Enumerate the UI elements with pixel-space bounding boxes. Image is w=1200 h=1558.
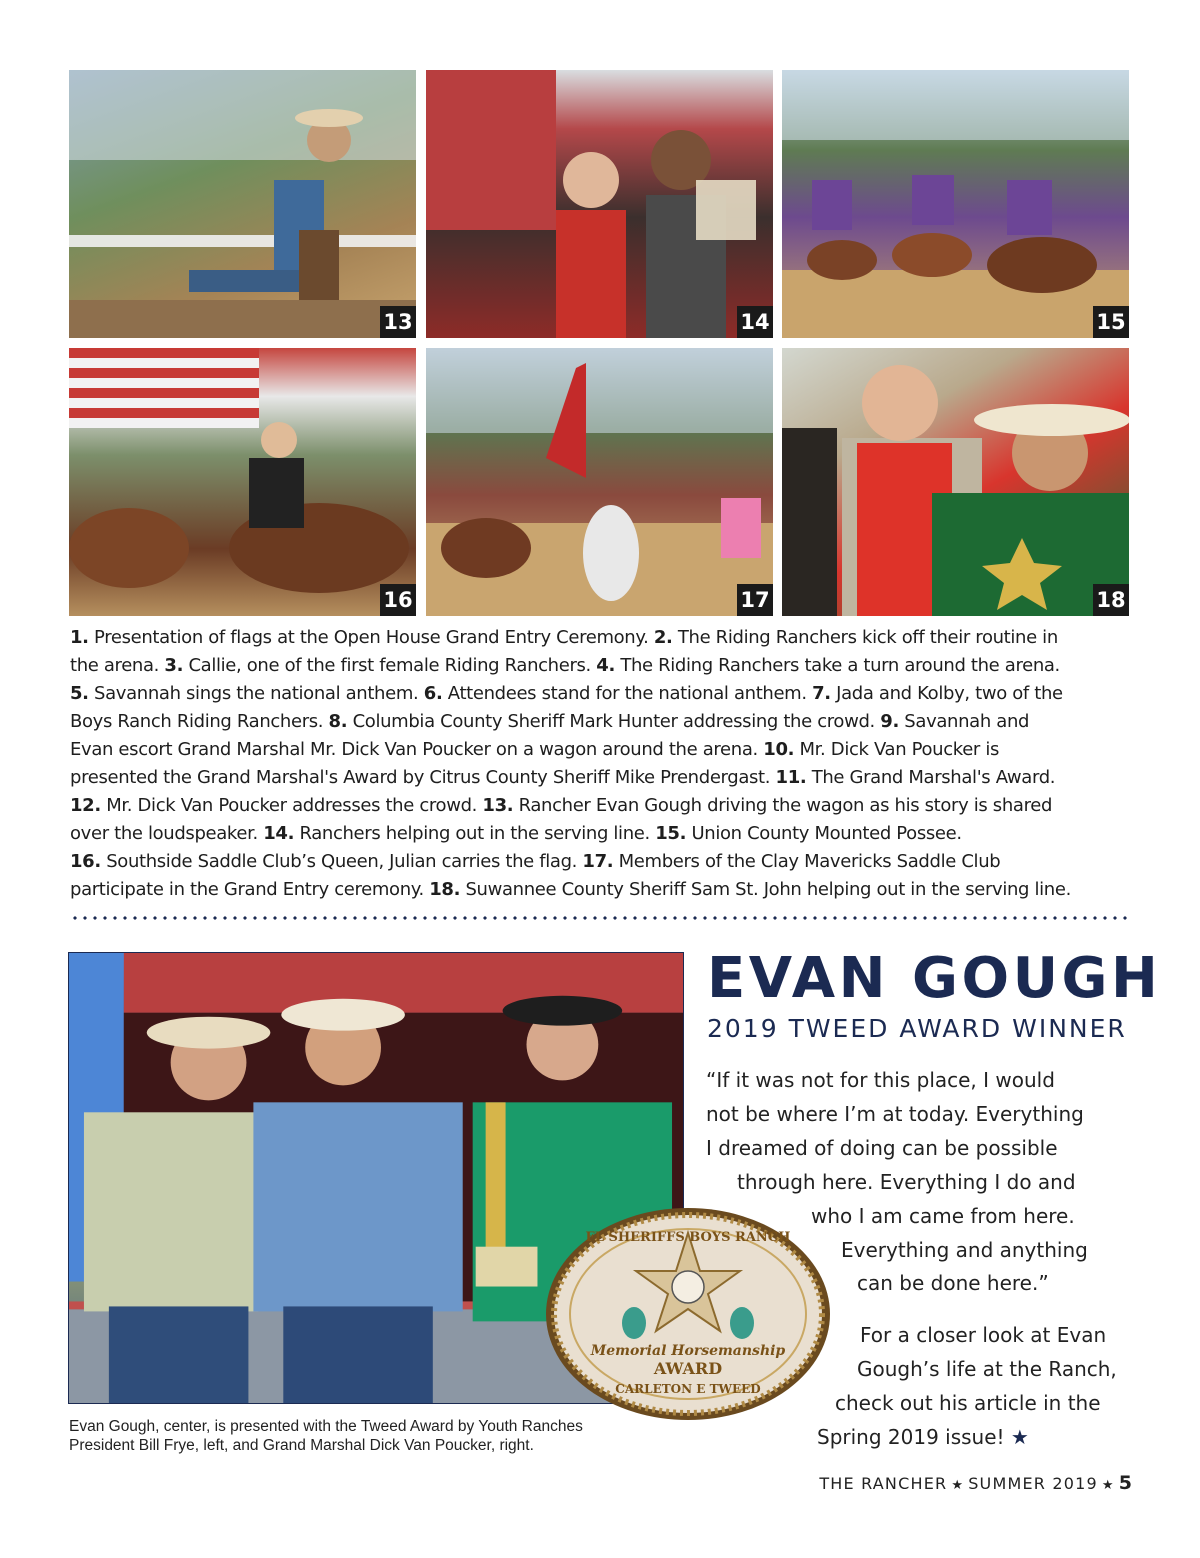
photo-16 [69,348,416,616]
photo-14 [426,70,773,338]
belt-buckle-award-icon [542,1203,834,1425]
photo-number-badge: 17 [737,584,773,616]
quote-line: who I am came from here. [811,1204,1075,1228]
photo-17 [426,348,773,616]
photo-18 [782,348,1129,616]
caption-line: 5. Savannah sings the national anthem. 6. Attendees stand for the national anthem. 7. Jada and Kolby, two of the [70,683,1063,704]
buckle-award-text: AWARD [653,1359,723,1378]
issue-name: SUMMER 2019 [968,1474,1098,1493]
quote-line: I dreamed of doing can be possible [706,1136,1058,1160]
buckle-bottom-text: CARLETON E TWEED [615,1382,761,1396]
photo-14-scene [426,70,773,338]
quote-line: through here. Everything I do and [737,1170,1076,1194]
caption-line: 16. Southside Saddle Club’s Queen, Julian carries the flag. 17. Members of the Clay Mavericks Saddle Club [70,851,1001,872]
cta-line: Gough’s life at the Ranch, [857,1357,1117,1381]
publication-name: THE RANCHER [819,1474,948,1493]
article-subtitle: 2019 TWEED AWARD WINNER [707,1014,1127,1043]
quote-line: “If it was not for this place, I would [706,1068,1055,1092]
caption-line: presented the Grand Marshal's Award by Citrus County Sheriff Mike Prendergast. 11. The Grand Marshal's Award. [70,767,1056,788]
article-title: EVAN GOUGH [707,946,1162,1011]
photo-number-badge: 18 [1093,584,1129,616]
dotted-divider [70,916,1132,920]
star-icon: ★ [951,1478,965,1493]
caption-line: Boys Ranch Riding Ranchers. 8. Columbia County Sheriff Mark Hunter addressing the crowd. 9. Savannah and [70,711,1030,732]
photo-18-scene [782,348,1129,616]
photo-15 [782,70,1129,338]
photo-13-scene [69,70,416,338]
caption-line: the arena. 3. Callie, one of the first female Riding Ranchers. 4. The Riding Ranchers take a turn around the arena. [70,655,1060,676]
photo-number-badge: 16 [380,584,416,616]
award-photo-caption: Evan Gough, center, is presented with the Tweed Award by Youth Ranches President Bill Frye, left, and Grand Marshal Dick Van Poucker, right. [69,1418,583,1454]
photo-16-scene [69,348,416,616]
cta-line: Spring 2019 issue! ★ [817,1425,1029,1449]
caption-line: 1. Presentation of flags at the Open House Grand Entry Ceremony. 2. The Riding Ranchers kick off their routine in [70,627,1058,648]
cta-line: For a closer look at Evan [860,1323,1107,1347]
buckle-middle-text: Memorial Horsemanship [590,1343,786,1359]
cta-line: check out his article in the [835,1391,1101,1415]
photo-number-badge: 13 [380,306,416,338]
quote-line: not be where I’m at today. Everything [706,1102,1084,1126]
star-icon: ★ [1101,1478,1115,1493]
photo-13 [69,70,416,338]
quote-line: Everything and anything [841,1238,1088,1262]
photo-number-badge: 15 [1093,306,1129,338]
page-footer [819,1472,1132,1494]
page-number: 5 [1118,1472,1132,1494]
caption-line: participate in the Grand Entry ceremony. 18. Suwannee County Sheriff Sam St. John helping out in the serving line. [70,879,1071,900]
photo-15-scene [782,70,1129,338]
photo-captions [70,624,1135,904]
caption-line: over the loudspeaker. 14. Ranchers helping out in the serving line. 15. Union County Mounted Possee. [70,823,962,844]
caption-line: 12. Mr. Dick Van Poucker addresses the crowd. 13. Rancher Evan Gough driving the wagon as his story is shared [70,795,1053,816]
buckle-top-text: FL SHERIFFS BOYS RANCH [585,1230,791,1245]
photo-17-scene [426,348,773,616]
quote-line: can be done here.” [857,1271,1049,1295]
photo-number-badge: 14 [737,306,773,338]
caption-line: Evan escort Grand Marshal Mr. Dick Van Poucker on a wagon around the arena. 10. Mr. Dick Van Poucker is [70,739,1000,760]
star-icon: ★ [1010,1425,1029,1449]
